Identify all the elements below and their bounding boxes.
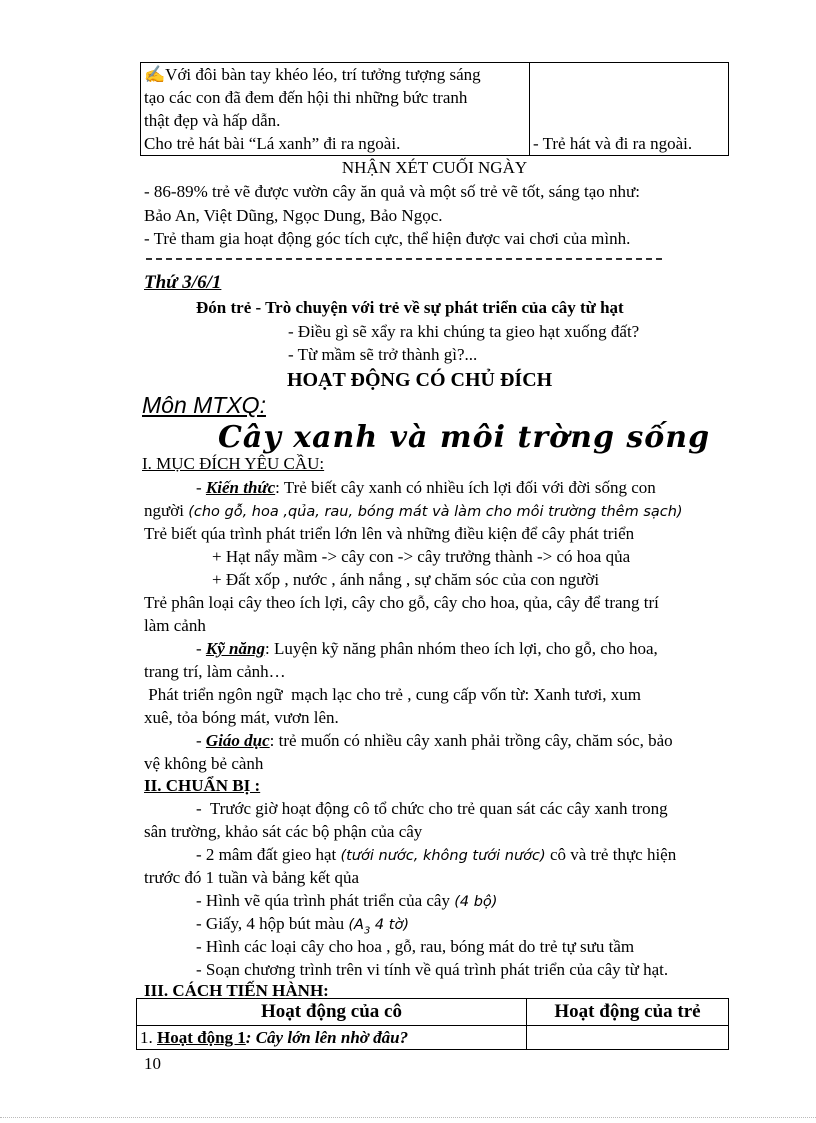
top-table-line: tạo các con đã đem đến hội thi những bức tranh [144, 88, 468, 107]
prep-line-4-a: - Giấy, 4 hộp bút màu [196, 914, 349, 933]
subject-label: Môn MTXQ: [142, 392, 266, 418]
prep-line-4-c: 4 tờ) [370, 917, 409, 933]
knowledge-text: : Trẻ biết cây xanh có nhiều ích lợi đối với đời sống con [275, 478, 656, 497]
top-table-line: Cho trẻ hát bài “Lá xanh” đi ra ngoài. [144, 134, 401, 153]
procedure-row-1 [137, 1026, 527, 1050]
knowledge-line: - Kiến thức: Trẻ biết cây xanh có nhiều ích lợi đối với đời sống con [196, 478, 656, 497]
skill-line-3: Phát triển ngôn ngữ mạch lạc cho trẻ , cung cấp vốn từ: Xanh tươi, xum [144, 685, 641, 704]
knowledge-examples: (cho gỗ, hoa ,qủa, rau, bóng mát và làm cho môi trường thêm sạch) [188, 504, 683, 520]
top-table-right-cell [530, 63, 729, 156]
col-header-child: Hoạt động của trẻ [527, 999, 729, 1026]
section-1-heading-text: I. MỤC ĐÍCH YÊU CẦU: [142, 454, 325, 473]
section-1-heading [142, 452, 324, 475]
welcome-label: Đón trẻ - [196, 298, 262, 317]
education-line: - Giáo dục: trẻ muốn có nhiều cây xanh phải trồng cây, chăm sóc, bảo [196, 731, 673, 750]
knowledge-line-6: Trẻ phân loại cây theo ích lợi, cây cho gỗ, cây cho hoa, qủa, cây để trang trí [144, 593, 659, 612]
question-1: - Điều gì sẽ xẩy ra khi chúng ta gieo hạt xuống đất? [288, 322, 640, 341]
knowledge-label: Kiến thức [205, 478, 276, 497]
top-table-left-cell [141, 63, 530, 156]
prep-line-1: - Trước giờ hoạt động cô tổ chức cho trẻ quan sát các cây xanh trong [196, 799, 668, 818]
knowledge-line-4: + Hạt nẩy mầm -> cây con -> cây trưởng thành -> có hoa qủa [212, 547, 631, 566]
review-line-3: - Trẻ tham gia hoạt động góc tích cực, thể hiện được vai chơi của mình. [144, 229, 631, 248]
prep-line-6: - Soạn chương trình trên vi tính về quá trình phát triển của cây từ hạt. [196, 960, 669, 979]
welcome-text: Trò chuyện với trẻ về sự phát triển của cây từ hạt [265, 298, 624, 317]
knowledge-line-3: Trẻ biết qúa trình phát triển lớn lên và những điều kiện để cây phát triển [144, 524, 635, 543]
day-title: Thứ 3/6/1 [144, 272, 222, 293]
top-table-line: ✍Với đôi bàn tay khéo léo, trí tưởng tượng sáng [144, 65, 481, 84]
section-3-heading: III. CÁCH TIẾN HÀNH: [144, 981, 329, 1000]
review-line-1: - 86-89% trẻ vẽ được vườn cây ăn quả và một số trẻ vẽ tốt, sáng tạo như: [144, 182, 640, 201]
prep-line-3 [196, 889, 497, 914]
prep-line-1b: sân trường, khảo sát các bộ phận của cây [144, 822, 423, 841]
prep-line-2-b: (tưới nước, không tưới nước) [340, 848, 546, 864]
row-1-title: : Cây lớn lên nhờ đâu? [245, 1028, 409, 1047]
question-2: - Từ mầm sẽ trở thành gì?... [288, 345, 478, 364]
section-2-heading: II. CHUẨN BỊ : [144, 776, 261, 795]
col-header-teacher: Hoạt động của cô [137, 999, 527, 1026]
education-line-2: vệ không bẻ cành [144, 754, 264, 773]
knowledge-line-5: + Đất xốp , nước , ánh nắng , sự chăm sóc của con người [212, 570, 600, 589]
page-number: 10 [144, 1054, 161, 1073]
review-line-2: Bảo An, Việt Dũng, Ngọc Dung, Bảo Ngọc. [144, 206, 443, 225]
prep-line-2 [196, 843, 676, 868]
knowledge-line-2 [144, 499, 683, 524]
knowledge-line-7: làm cảnh [144, 616, 206, 635]
review-heading: NHẬN XÉT CUỐI NGÀY [341, 158, 528, 177]
prep-line-5: - Hình các loại cây cho hoa , gỗ, rau, bóng mát do trẻ tự sưu tầm [196, 937, 635, 956]
skill-label: Kỹ năng [205, 639, 265, 658]
prep-line-4-b: (A [348, 917, 364, 933]
prep-line-2-a: - 2 mâm đất gieo hạt [196, 845, 341, 864]
page-edge [0, 1117, 816, 1118]
education-text: : trẻ muốn có nhiều cây xanh phải trồng cây, chăm sóc, bảo [269, 731, 673, 750]
education-label: Giáo dục [205, 731, 270, 750]
welcome-line [196, 296, 756, 319]
knowledge-line-2-a: người [144, 501, 189, 520]
prep-line-4-sub: 3 [363, 925, 371, 937]
activity-heading: HOẠT ĐỘNG CÓ CHỦ ĐÍCH [287, 369, 553, 391]
section-divider [146, 258, 662, 260]
skill-line-2: trang trí, làm cảnh… [144, 662, 286, 681]
row-1-number: 1. [140, 1028, 157, 1047]
prep-line-2d: trước đó 1 tuần và bảng kết qủa [144, 868, 360, 887]
top-activity-table [140, 62, 729, 156]
prep-line-2-c: cô và trẻ thực hiện [545, 845, 677, 864]
procedure-row-1-child [527, 1026, 729, 1050]
skill-text: : Luyện kỹ năng phân nhóm theo ích lợi, cho gỗ, cho hoa, [264, 639, 658, 658]
top-table-line: thật đẹp và hấp dẫn. [144, 111, 281, 130]
row-1-label: Hoạt động 1 [157, 1028, 246, 1047]
skill-line-4: xuê, tỏa bóng mát, vươn lên. [144, 708, 339, 727]
procedure-table [136, 998, 729, 1050]
top-table-right-text: - Trẻ hát và đi ra ngoài. [533, 134, 693, 153]
prep-line-3-b: (4 bộ) [454, 894, 498, 910]
skill-line: - Kỹ năng: Luyện kỹ năng phân nhóm theo ích lợi, cho gỗ, cho hoa, [196, 639, 658, 658]
prep-line-3-a: - Hình vẽ qúa trình phát triển của cây [196, 891, 455, 910]
lesson-title: Cây xanh và môi trờng sống [218, 420, 711, 455]
